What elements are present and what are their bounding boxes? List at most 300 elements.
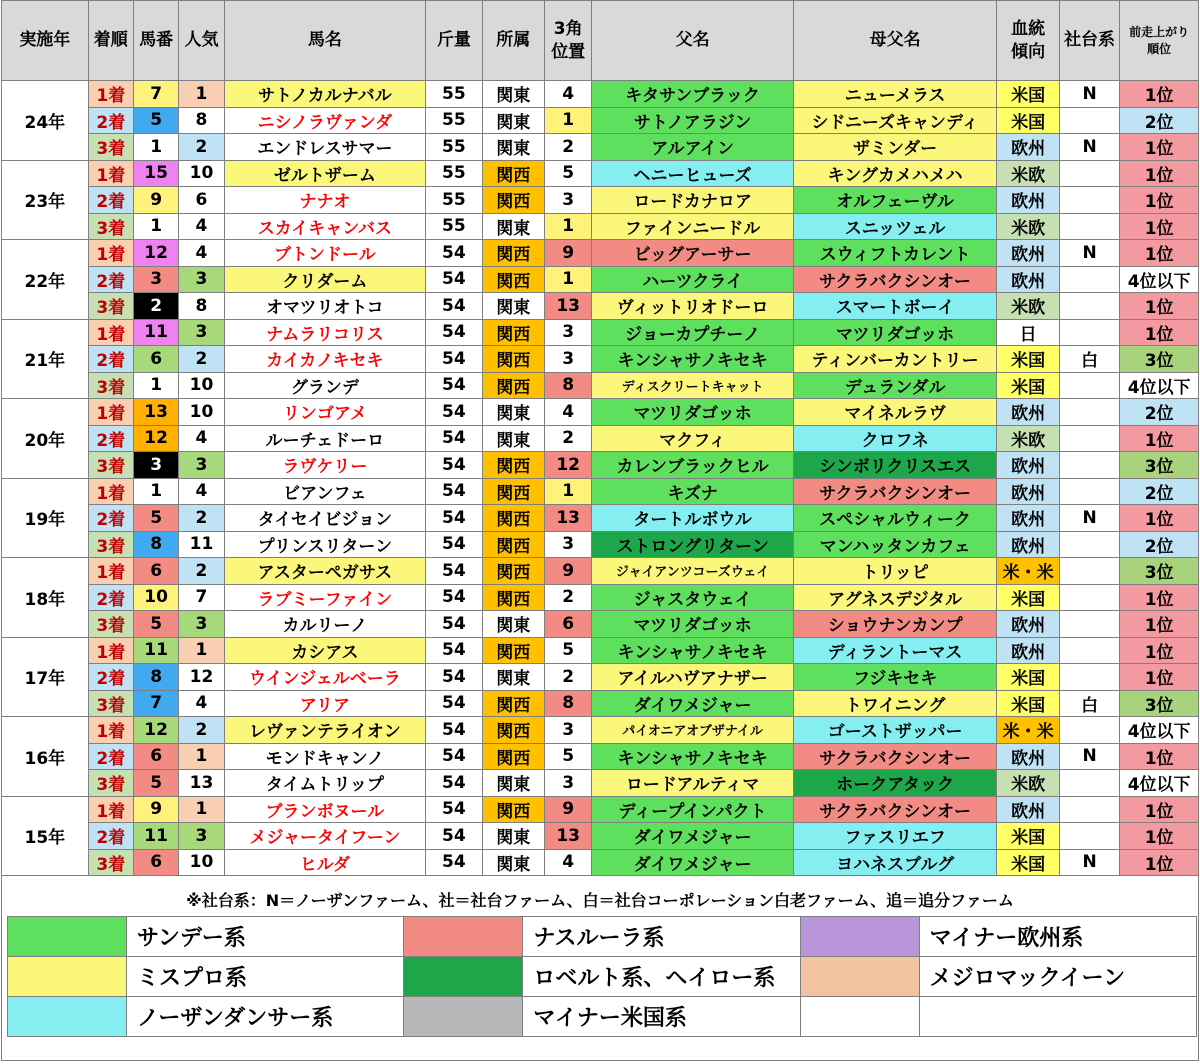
- sire-cell: マツリダゴッホ: [592, 611, 794, 638]
- finish-cell: 1着: [88, 558, 133, 585]
- table-row: [2, 425, 1199, 452]
- horse-number-cell: 6: [133, 558, 178, 585]
- popularity-cell: 3: [179, 452, 224, 479]
- popularity-cell: 2: [179, 505, 224, 532]
- affiliation-cell: 関東: [482, 664, 544, 691]
- bloodline-cell: 欧州: [997, 611, 1059, 638]
- table-row: [2, 346, 1199, 373]
- horse-name-cell: スカイキャンバス: [224, 213, 426, 240]
- table-row: [2, 134, 1199, 161]
- finish-cell: 1着: [88, 240, 133, 267]
- bloodline-cell: 米国: [997, 81, 1059, 108]
- header-bloodline: 血統 傾向: [997, 1, 1059, 81]
- header-horse-name: 馬名: [224, 1, 426, 81]
- legend-swatch: [8, 997, 127, 1037]
- damsire-cell: フジキセキ: [793, 664, 997, 691]
- corner-position-cell: 3: [545, 187, 592, 214]
- popularity-cell: 4: [179, 478, 224, 505]
- legend-label: [919, 997, 1196, 1037]
- popularity-cell: 10: [179, 399, 224, 426]
- popularity-cell: 3: [179, 611, 224, 638]
- table-row: [2, 187, 1199, 214]
- corner-position-cell: 3: [545, 770, 592, 797]
- affiliation-cell: 関東: [482, 293, 544, 320]
- legend-swatch: [404, 917, 523, 957]
- table-row: [2, 372, 1199, 399]
- horse-name-cell: オマツリオトコ: [224, 293, 426, 320]
- popularity-cell: 1: [179, 796, 224, 823]
- damsire-cell: キングカメハメハ: [793, 160, 997, 187]
- last-rank-cell: 1位: [1120, 849, 1199, 876]
- damsire-cell: トワイニング: [793, 690, 997, 717]
- last-rank-cell: 2位: [1120, 478, 1199, 505]
- horse-name-cell: サトノカルナバル: [224, 81, 426, 108]
- corner-position-cell: 9: [545, 796, 592, 823]
- shadai-cell: N: [1059, 81, 1119, 108]
- horse-name-cell: アスターペガサス: [224, 558, 426, 585]
- bloodline-cell: 米国: [997, 823, 1059, 850]
- horse-number-cell: 5: [133, 107, 178, 134]
- table-row: [2, 611, 1199, 638]
- last-rank-cell: 1位: [1120, 796, 1199, 823]
- sire-cell: ダイワメジャー: [592, 849, 794, 876]
- bloodline-cell: 欧州: [997, 452, 1059, 479]
- legend-swatch: [404, 957, 523, 997]
- shadai-cell: [1059, 637, 1119, 664]
- horse-name-cell: モンドキャンノ: [224, 743, 426, 770]
- sire-cell: ジョーカプチーノ: [592, 319, 794, 346]
- sire-cell: ストロングリターン: [592, 531, 794, 558]
- corner-position-cell: 1: [545, 107, 592, 134]
- popularity-cell: 8: [179, 107, 224, 134]
- horse-number-cell: 6: [133, 346, 178, 373]
- table-row: [2, 558, 1199, 585]
- horse-number-cell: 8: [133, 664, 178, 691]
- shadai-cell: [1059, 293, 1119, 320]
- finish-cell: 2着: [88, 266, 133, 293]
- legend-label: ナスルーラ系: [523, 917, 800, 957]
- horse-number-cell: 13: [133, 399, 178, 426]
- popularity-cell: 2: [179, 134, 224, 161]
- affiliation-cell: 関東: [482, 213, 544, 240]
- affiliation-cell: 関西: [482, 717, 544, 744]
- popularity-cell: 1: [179, 743, 224, 770]
- horse-name-cell: ヒルダ: [224, 849, 426, 876]
- weight-cell: 54: [426, 531, 482, 558]
- finish-cell: 3着: [88, 372, 133, 399]
- legend-label: マイナー欧州系: [919, 917, 1196, 957]
- horse-number-cell: 12: [133, 717, 178, 744]
- corner-position-cell: 4: [545, 849, 592, 876]
- sire-cell: ヘニーヒューズ: [592, 160, 794, 187]
- table-row: [2, 240, 1199, 267]
- legend-swatch: [8, 957, 127, 997]
- weight-cell: 55: [426, 107, 482, 134]
- finish-cell: 3着: [88, 531, 133, 558]
- legend-swatch: [404, 997, 523, 1037]
- finish-cell: 3着: [88, 770, 133, 797]
- bloodline-cell: 米国: [997, 107, 1059, 134]
- affiliation-cell: 関東: [482, 81, 544, 108]
- sire-cell: ジャイアンツコーズウェイ: [592, 558, 794, 585]
- header-shadai: 社台系: [1059, 1, 1119, 81]
- finish-cell: 3着: [88, 849, 133, 876]
- corner-position-cell: 6: [545, 611, 592, 638]
- weight-cell: 54: [426, 478, 482, 505]
- corner-position-cell: 9: [545, 240, 592, 267]
- popularity-cell: 2: [179, 346, 224, 373]
- shadai-cell: [1059, 611, 1119, 638]
- weight-cell: 54: [426, 319, 482, 346]
- popularity-cell: 3: [179, 319, 224, 346]
- shadai-cell: N: [1059, 134, 1119, 161]
- bloodline-cell: 欧州: [997, 743, 1059, 770]
- corner-position-cell: 3: [545, 531, 592, 558]
- affiliation-cell: 関西: [482, 690, 544, 717]
- popularity-cell: 4: [179, 213, 224, 240]
- horse-name-cell: レヴァンテライオン: [224, 717, 426, 744]
- damsire-cell: アグネスデジタル: [793, 584, 997, 611]
- bloodline-cell: 米国: [997, 690, 1059, 717]
- affiliation-cell: 関東: [482, 823, 544, 850]
- popularity-cell: 10: [179, 160, 224, 187]
- header-weight: 斤量: [426, 1, 482, 81]
- horse-name-cell: ルーチェドーロ: [224, 425, 426, 452]
- finish-cell: 3着: [88, 134, 133, 161]
- horse-number-cell: 12: [133, 240, 178, 267]
- table-row: [2, 717, 1199, 744]
- horse-name-cell: ラブミーファイン: [224, 584, 426, 611]
- last-rank-cell: 1位: [1120, 187, 1199, 214]
- corner-position-cell: 3: [545, 717, 592, 744]
- weight-cell: 54: [426, 849, 482, 876]
- sire-cell: ロードアルティマ: [592, 770, 794, 797]
- popularity-cell: 1: [179, 637, 224, 664]
- last-rank-cell: 1位: [1120, 81, 1199, 108]
- last-rank-cell: 1位: [1120, 425, 1199, 452]
- year-cell: 21年: [2, 319, 89, 399]
- corner-position-cell: 1: [545, 266, 592, 293]
- last-rank-cell: 3位: [1120, 558, 1199, 585]
- horse-number-cell: 6: [133, 743, 178, 770]
- horse-name-cell: リンゴアメ: [224, 399, 426, 426]
- shadai-cell: [1059, 160, 1119, 187]
- horse-number-cell: 7: [133, 690, 178, 717]
- damsire-cell: デュランダル: [793, 372, 997, 399]
- legend-swatch: [800, 997, 919, 1037]
- sire-cell: マツリダゴッホ: [592, 399, 794, 426]
- horse-number-cell: 11: [133, 319, 178, 346]
- damsire-cell: スウィフトカレント: [793, 240, 997, 267]
- damsire-cell: マツリダゴッホ: [793, 319, 997, 346]
- shadai-cell: [1059, 531, 1119, 558]
- horse-number-cell: 5: [133, 770, 178, 797]
- popularity-cell: 12: [179, 664, 224, 691]
- sire-cell: マクフィ: [592, 425, 794, 452]
- last-rank-cell: 1位: [1120, 319, 1199, 346]
- table-row: [2, 160, 1199, 187]
- bloodline-cell: 欧州: [997, 187, 1059, 214]
- weight-cell: 55: [426, 187, 482, 214]
- finish-cell: 2着: [88, 505, 133, 532]
- shadai-cell: N: [1059, 743, 1119, 770]
- bloodline-cell: 米国: [997, 584, 1059, 611]
- last-rank-cell: 2位: [1120, 107, 1199, 134]
- weight-cell: 54: [426, 425, 482, 452]
- header-row: [2, 1, 1199, 81]
- damsire-cell: ホークアタック: [793, 770, 997, 797]
- legend-row: [8, 997, 1197, 1037]
- bloodline-cell: 欧州: [997, 399, 1059, 426]
- popularity-cell: 11: [179, 531, 224, 558]
- horse-name-cell: グランデ: [224, 372, 426, 399]
- shadai-cell: [1059, 425, 1119, 452]
- weight-cell: 54: [426, 584, 482, 611]
- bloodline-cell: 米国: [997, 664, 1059, 691]
- damsire-cell: ディラントーマス: [793, 637, 997, 664]
- bloodline-cell: 欧州: [997, 796, 1059, 823]
- finish-cell: 2着: [88, 743, 133, 770]
- sire-cell: ディスクリートキャット: [592, 372, 794, 399]
- shadai-cell: [1059, 558, 1119, 585]
- affiliation-cell: 関西: [482, 266, 544, 293]
- last-rank-cell: 1位: [1120, 293, 1199, 320]
- damsire-cell: ヨハネスブルグ: [793, 849, 997, 876]
- popularity-cell: 10: [179, 372, 224, 399]
- weight-cell: 54: [426, 346, 482, 373]
- popularity-cell: 8: [179, 293, 224, 320]
- bloodline-cell: 欧州: [997, 531, 1059, 558]
- header-finish: 着順: [88, 1, 133, 81]
- shadai-cell: [1059, 584, 1119, 611]
- horse-name-cell: ブトンドール: [224, 240, 426, 267]
- table-row: [2, 637, 1199, 664]
- shadai-cell: [1059, 770, 1119, 797]
- bloodline-cell: 米・米: [997, 717, 1059, 744]
- corner-position-cell: 13: [545, 823, 592, 850]
- bloodline-cell: 米欧: [997, 770, 1059, 797]
- bloodline-cell: 米欧: [997, 160, 1059, 187]
- corner-position-cell: 12: [545, 452, 592, 479]
- year-cell: 17年: [2, 637, 89, 717]
- popularity-cell: 3: [179, 823, 224, 850]
- weight-cell: 54: [426, 266, 482, 293]
- corner-position-cell: 1: [545, 478, 592, 505]
- last-rank-cell: 4位以下: [1120, 266, 1199, 293]
- weight-cell: 54: [426, 796, 482, 823]
- table-row: [2, 478, 1199, 505]
- horse-number-cell: 5: [133, 505, 178, 532]
- table-row: [2, 849, 1199, 876]
- affiliation-cell: 関東: [482, 849, 544, 876]
- last-rank-cell: 2位: [1120, 531, 1199, 558]
- horse-number-cell: 9: [133, 796, 178, 823]
- last-rank-cell: 1位: [1120, 664, 1199, 691]
- horse-name-cell: エンドレスサマー: [224, 134, 426, 161]
- affiliation-cell: 関西: [482, 584, 544, 611]
- damsire-cell: トリッピ: [793, 558, 997, 585]
- damsire-cell: サクラバクシンオー: [793, 743, 997, 770]
- sire-cell: パイオニアオブザナイル: [592, 717, 794, 744]
- year-cell: 24年: [2, 81, 89, 161]
- popularity-cell: 1: [179, 81, 224, 108]
- horse-name-cell: カルリーノ: [224, 611, 426, 638]
- shadai-cell: [1059, 796, 1119, 823]
- weight-cell: 54: [426, 611, 482, 638]
- year-cell: 23年: [2, 160, 89, 240]
- bloodline-cell: 米国: [997, 346, 1059, 373]
- table-row: [2, 823, 1199, 850]
- finish-cell: 1着: [88, 796, 133, 823]
- bloodline-cell: 日: [997, 319, 1059, 346]
- last-rank-cell: 1位: [1120, 160, 1199, 187]
- damsire-cell: ティンバーカントリー: [793, 346, 997, 373]
- corner-position-cell: 9: [545, 558, 592, 585]
- weight-cell: 54: [426, 399, 482, 426]
- legend-swatch: [800, 957, 919, 997]
- weight-cell: 54: [426, 664, 482, 691]
- affiliation-cell: 関西: [482, 478, 544, 505]
- popularity-cell: 7: [179, 584, 224, 611]
- table-row: [2, 213, 1199, 240]
- sire-cell: ダイワメジャー: [592, 690, 794, 717]
- table-row: [2, 770, 1199, 797]
- table-row: [2, 319, 1199, 346]
- weight-cell: 54: [426, 637, 482, 664]
- damsire-cell: サクラバクシンオー: [793, 266, 997, 293]
- weight-cell: 55: [426, 213, 482, 240]
- weight-cell: 55: [426, 160, 482, 187]
- corner-position-cell: 2: [545, 664, 592, 691]
- weight-cell: 54: [426, 372, 482, 399]
- horse-number-cell: 1: [133, 478, 178, 505]
- year-cell: 20年: [2, 399, 89, 479]
- horse-number-cell: 2: [133, 293, 178, 320]
- affiliation-cell: 関西: [482, 796, 544, 823]
- popularity-cell: 10: [179, 849, 224, 876]
- horse-name-cell: ブランボヌール: [224, 796, 426, 823]
- last-rank-cell: 1位: [1120, 584, 1199, 611]
- damsire-cell: ザミンダー: [793, 134, 997, 161]
- bloodline-cell: 欧州: [997, 266, 1059, 293]
- horse-number-cell: 1: [133, 213, 178, 240]
- table-row: [2, 293, 1199, 320]
- damsire-cell: サクラバクシンオー: [793, 796, 997, 823]
- shadai-cell: [1059, 478, 1119, 505]
- damsire-cell: ゴーストザッパー: [793, 717, 997, 744]
- sire-cell: ビッグアーサー: [592, 240, 794, 267]
- damsire-cell: ニューメラス: [793, 81, 997, 108]
- horse-name-cell: メジャータイフーン: [224, 823, 426, 850]
- bloodline-cell: 欧州: [997, 505, 1059, 532]
- damsire-cell: オルフェーヴル: [793, 187, 997, 214]
- sire-cell: アルアイン: [592, 134, 794, 161]
- corner-position-cell: 3: [545, 346, 592, 373]
- header-year: 実施年: [2, 1, 89, 81]
- horse-number-cell: 10: [133, 584, 178, 611]
- sire-cell: キンシャサノキセキ: [592, 346, 794, 373]
- popularity-cell: 6: [179, 187, 224, 214]
- sire-cell: カレンブラックヒル: [592, 452, 794, 479]
- horse-number-cell: 11: [133, 823, 178, 850]
- popularity-cell: 4: [179, 240, 224, 267]
- affiliation-cell: 関西: [482, 240, 544, 267]
- finish-cell: 2着: [88, 346, 133, 373]
- table-row: [2, 796, 1199, 823]
- corner-position-cell: 13: [545, 293, 592, 320]
- horse-name-cell: アリア: [224, 690, 426, 717]
- bloodline-cell: 米欧: [997, 425, 1059, 452]
- weight-cell: 54: [426, 743, 482, 770]
- legend-label: ミスプロ系: [127, 957, 404, 997]
- weight-cell: 55: [426, 134, 482, 161]
- last-rank-cell: 1位: [1120, 505, 1199, 532]
- weight-cell: 54: [426, 558, 482, 585]
- corner-position-cell: 4: [545, 399, 592, 426]
- horse-number-cell: 9: [133, 187, 178, 214]
- affiliation-cell: 関西: [482, 531, 544, 558]
- shadai-cell: [1059, 187, 1119, 214]
- shadai-cell: N: [1059, 505, 1119, 532]
- last-rank-cell: 4位以下: [1120, 372, 1199, 399]
- popularity-cell: 13: [179, 770, 224, 797]
- horse-number-cell: 7: [133, 81, 178, 108]
- last-rank-cell: 4位以下: [1120, 770, 1199, 797]
- last-rank-cell: 1位: [1120, 637, 1199, 664]
- shadai-cell: 白: [1059, 690, 1119, 717]
- horse-name-cell: カシアス: [224, 637, 426, 664]
- shadai-cell: [1059, 213, 1119, 240]
- table-row: [2, 743, 1199, 770]
- affiliation-cell: 関西: [482, 558, 544, 585]
- shadai-cell: [1059, 717, 1119, 744]
- finish-cell: 2着: [88, 584, 133, 611]
- horse-name-cell: カイカノキセキ: [224, 346, 426, 373]
- last-rank-cell: 3位: [1120, 452, 1199, 479]
- shadai-cell: [1059, 664, 1119, 691]
- last-rank-cell: 3位: [1120, 346, 1199, 373]
- corner-position-cell: 5: [545, 637, 592, 664]
- horse-name-cell: ニシノラヴァンダ: [224, 107, 426, 134]
- shadai-cell: [1059, 319, 1119, 346]
- weight-cell: 54: [426, 240, 482, 267]
- damsire-cell: スペシャルウィーク: [793, 505, 997, 532]
- horse-name-cell: プリンスリターン: [224, 531, 426, 558]
- last-rank-cell: 1位: [1120, 743, 1199, 770]
- last-rank-cell: 1位: [1120, 240, 1199, 267]
- popularity-cell: 2: [179, 717, 224, 744]
- legend-label: ロベルト系、ヘイロー系: [523, 957, 800, 997]
- affiliation-cell: 関東: [482, 399, 544, 426]
- legend-row: [8, 957, 1197, 997]
- sire-cell: ジャスタウェイ: [592, 584, 794, 611]
- finish-cell: 2着: [88, 425, 133, 452]
- sire-cell: サトノアラジン: [592, 107, 794, 134]
- affiliation-cell: 関東: [482, 425, 544, 452]
- horse-number-cell: 6: [133, 849, 178, 876]
- corner-position-cell: 13: [545, 505, 592, 532]
- legend-label: サンデー系: [127, 917, 404, 957]
- table-row: [2, 584, 1199, 611]
- horse-name-cell: クリダーム: [224, 266, 426, 293]
- shadai-cell: [1059, 107, 1119, 134]
- horse-number-cell: 11: [133, 637, 178, 664]
- affiliation-cell: 関西: [482, 187, 544, 214]
- last-rank-cell: 1位: [1120, 823, 1199, 850]
- header-damsire: 母父名: [793, 1, 997, 81]
- sire-cell: キズナ: [592, 478, 794, 505]
- shadai-note: ※社台系：N＝ノーザンファーム、社＝社台ファーム、白＝社台コーポレーション白老ファーム、追＝追分ファーム: [186, 891, 1014, 910]
